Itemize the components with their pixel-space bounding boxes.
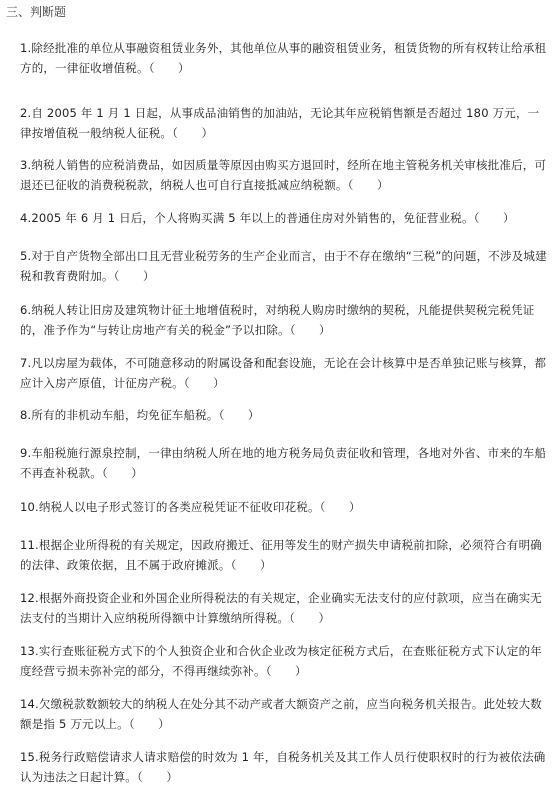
question-1: 1.除经批准的单位从事融资租赁业务外，其他单位从事的融资租赁业务，租赁货物的所有权转让给承租方的，一律征收增值税。（ ） — [20, 41, 547, 75]
section-title: 三、判断题 — [6, 5, 67, 19]
question-11: 11.根据企业所得税的有关规定，因政府搬迁、征用等发生的财产损失申请税前扣除，必须符合有明确的法律、政策依据，且不属于政府摊派。（ ） — [20, 538, 542, 572]
question-8: 8.所有的非机动车船，均免征车船税。（ ） — [20, 408, 260, 422]
question-5: 5.对于自产货物全部出口且无营业税劳务的生产企业而言，由于不存在缴纳“三税”的问题，不涉及城建税和教育费附加。（ ） — [20, 249, 547, 283]
question-10: 10.纳税人以电子形式签订的各类应税凭证不征收印花税。（ ） — [20, 500, 361, 514]
question-9: 9.车船税施行源泉控制，一律由纳税人所在地的地方税务局负责征收和管理，各地对外省、市来的车船不再查补税款。（ ） — [20, 446, 547, 480]
question-7: 7.凡以房屋为载体，不可随意移动的附属设备和配套设施，无论在会计核算中是否单独记账与核算，都应计入房产原值，计征房产税。（ ） — [20, 356, 547, 390]
question-12: 12.根据外商投资企业和外国企业所得税法的有关规定，企业确实无法支付的应付款项，应当在确实无法支付的当期计入应纳税所得额中计算缴纳所得税。（ ） — [20, 591, 542, 625]
question-3: 3.纳税人销售的应税消费品，如因质量等原因由购买方退回时，经所在地主管税务机关审核批准后，可退还已征收的消费税税款，纳税人也可自行直接抵减应纳税额。（ ） — [20, 158, 547, 192]
question-4: 4.2005 年 6 月 1 日后，个人将购买满 5 年以上的普通住房对外销售的，免征营业税。（ ） — [20, 211, 515, 225]
question-15: 15.税务行政赔偿请求人请求赔偿的时效为 1 年，自税务机关及其工作人员行使职权时的行为被依法确认为违法之日起计算。（ ） — [20, 750, 546, 784]
question-14: 14.欠缴税款数额较大的纳税人在处分其不动产或者大额资产之前，应当向税务机关报告。此处较大数额是指 5 万元以上。（ ） — [20, 697, 542, 731]
question-13: 13.实行查账征税方式下的个人独资企业和合伙企业改为核定征税方式后，在查账征税方式下认定的年度经营亏损未弥补完的部分，不得再继续弥补。（ ） — [20, 644, 542, 678]
question-2: 2.自 2005 年 1 月 1 日起，从事成品油销售的加油站，无论其年应税销售额是否超过 180 万元，一律按增值税一般纳税人征税。（ ） — [20, 106, 540, 140]
question-6: 6.纳税人转让旧房及建筑物计征土地增值税时，对纳税人购房时缴纳的契税，凡能提供契税完税凭证的，准予作为“与转让房地产有关的税金”予以扣除。（ ） — [20, 303, 535, 337]
